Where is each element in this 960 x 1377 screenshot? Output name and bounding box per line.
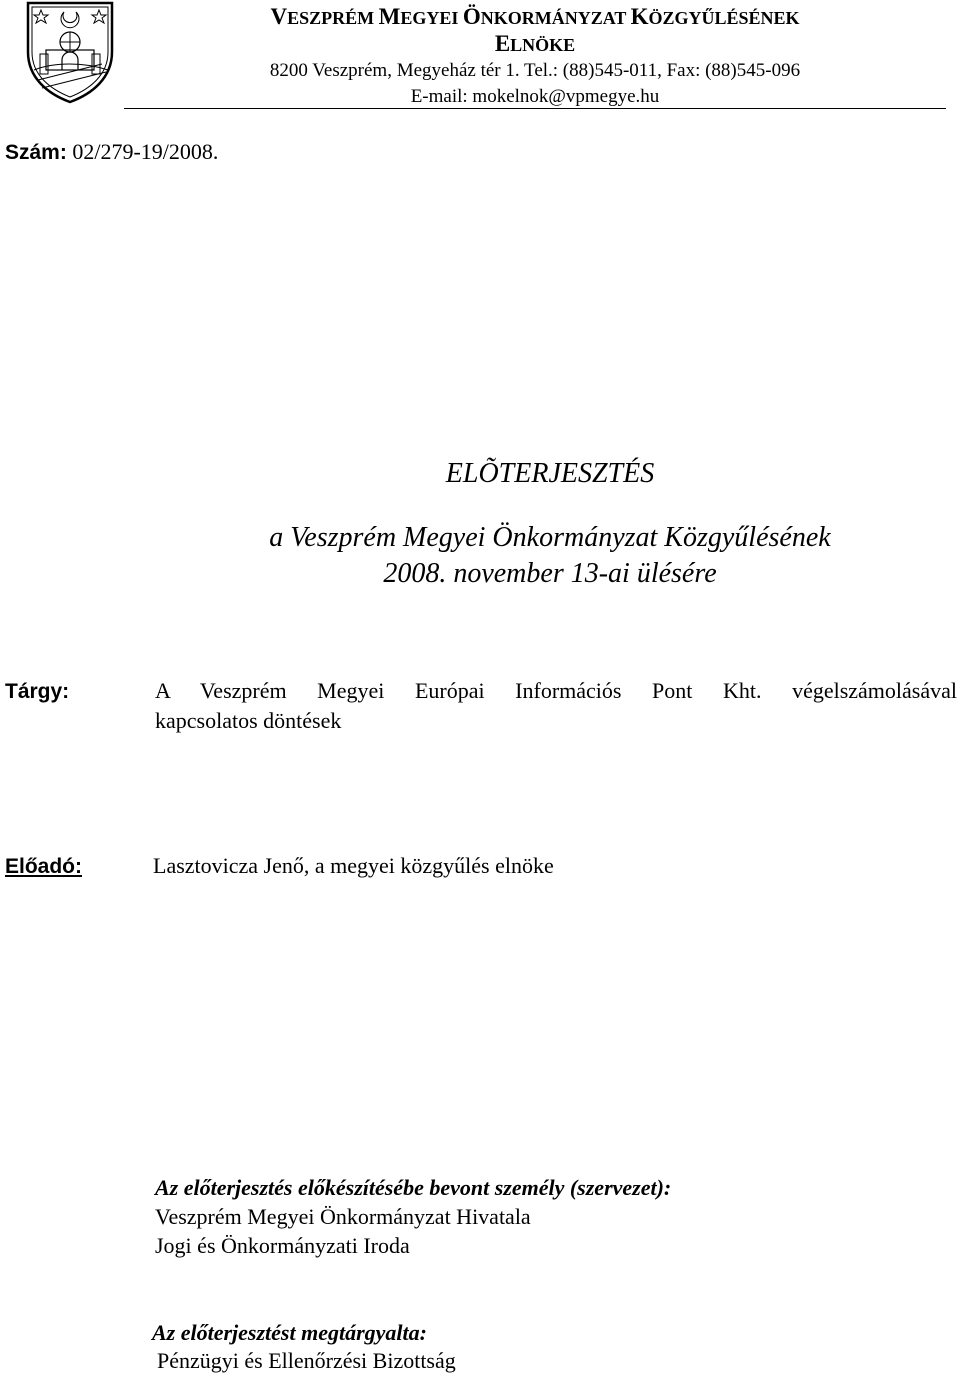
reference-number [5, 139, 218, 165]
preparation-line2: Jogi és Önkormányzati Iroda [155, 1233, 410, 1258]
discussed-by-value: Pénzügyi és Ellenőrzési Bizottság [157, 1348, 456, 1373]
address-line: 8200 Veszprém, Megyeház tér 1. Tel.: (88)545-011, Fax: (88)545-096 [269, 60, 801, 81]
meeting-date: 2008. november 13-ai ülésére [383, 558, 717, 589]
county-coat-of-arms-icon [24, 0, 116, 104]
subject-line1: A Veszprém Megyei Európai Információs Pont Kht. végelszámolásával [155, 678, 957, 703]
presenter-value: Lasztovicza Jenő, a megyei közgyűlés elnöke [153, 853, 554, 878]
discussed-by-label: Az előterjesztést megtárgyalta: [152, 1320, 427, 1345]
document-heading: ELÕTERJESZTÉS [445, 458, 655, 489]
header-divider [124, 108, 946, 109]
organization-title: ELNÖKE [494, 31, 576, 56]
preparation-label: Az előterjesztés előkészítésébe bevont személy (szervezet): [155, 1175, 672, 1200]
presenter-label: Előadó: [5, 855, 82, 878]
reference-value: 02/279-19/2008. [72, 139, 219, 164]
reference-label: Szám: [5, 141, 67, 164]
organization-line1: VESZPRÉM MEGYEI ÖNKORMÁNYZAT KÖZGYŰLÉSÉNEK [270, 4, 800, 29]
email-line: E-mail: mokelnok@vpmegye.hu [410, 86, 660, 107]
preparation-line1: Veszprém Megyei Önkormányzat Hivatala [155, 1204, 531, 1229]
subject-label: Tárgy: [5, 680, 70, 703]
document-subtitle: a Veszprém Megyei Önkormányzat Közgyűlésének [269, 522, 831, 553]
subject-line2: kapcsolatos döntések [155, 708, 342, 733]
organization-name [124, 4, 946, 31]
